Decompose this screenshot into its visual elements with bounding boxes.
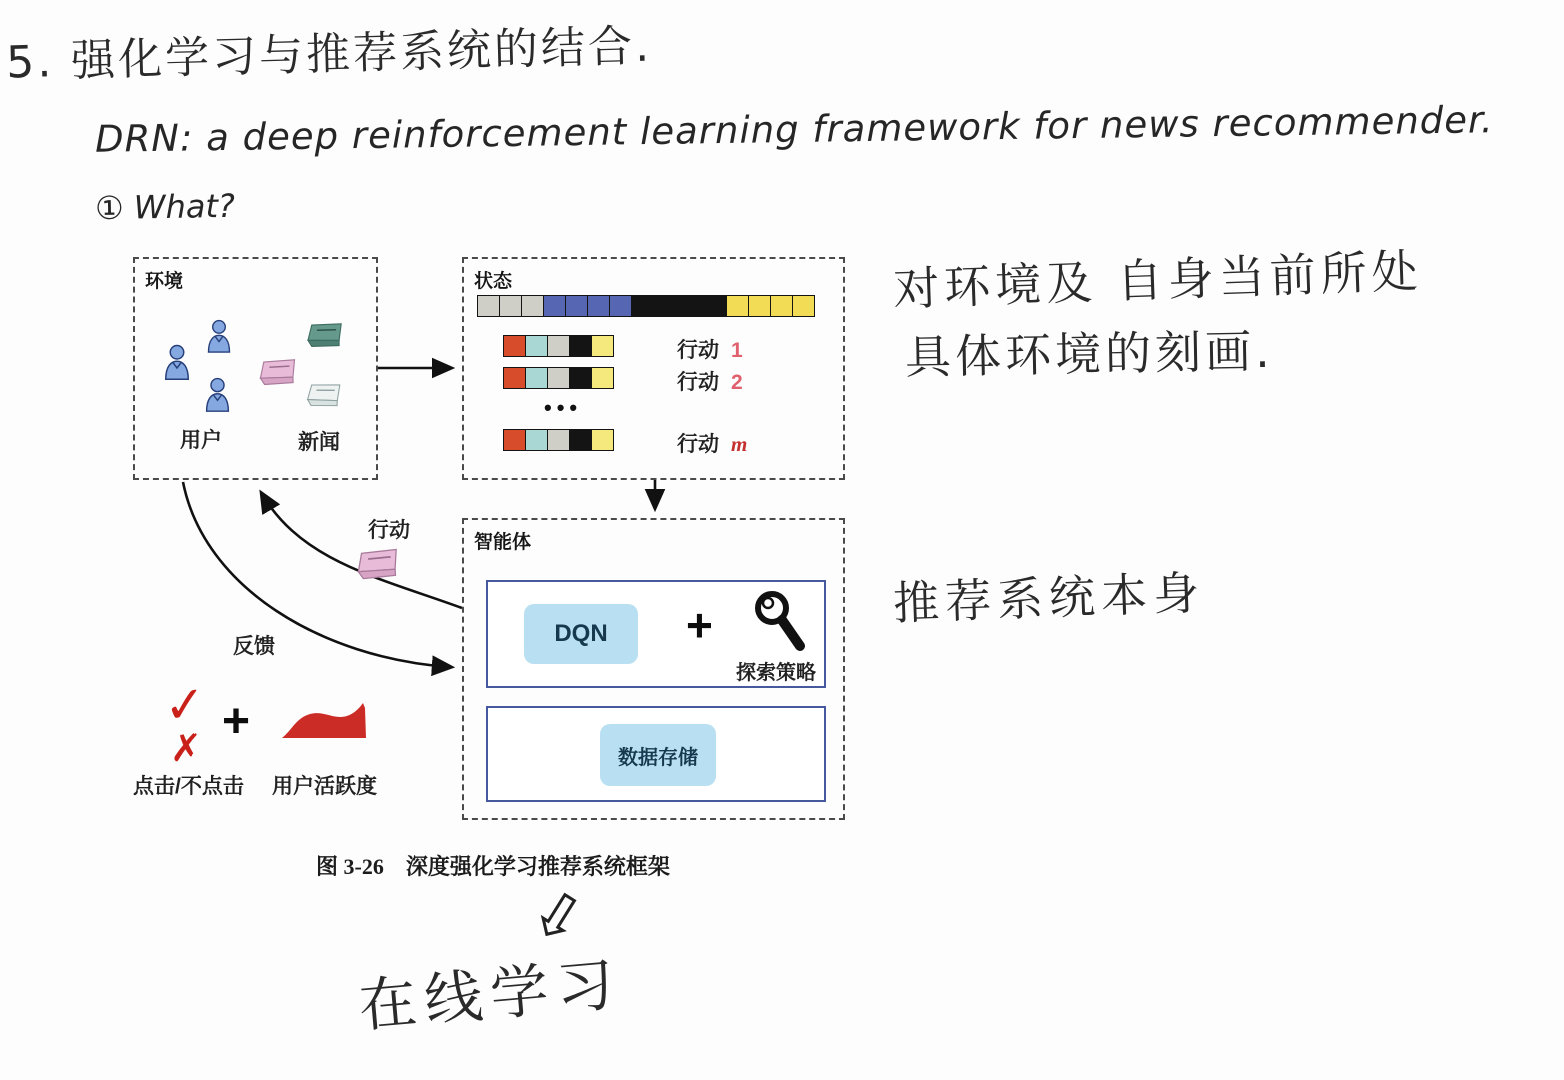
vector-cell-cyan: [525, 429, 548, 451]
cross-icon: ✗: [170, 728, 202, 770]
newspaper-icon-white: [301, 375, 347, 415]
dqn-chip: [524, 604, 638, 664]
vector-cell-blue: [587, 295, 610, 317]
vector-cell-gray: [547, 367, 570, 389]
newspaper-icon-pink: [252, 349, 304, 394]
activity-legend-label: 用户活跃度: [272, 775, 377, 798]
vector-cell-black: [569, 429, 592, 451]
vector-cell-red: [503, 335, 526, 357]
vector-cell-yellow: [770, 295, 793, 317]
environment-box: [133, 257, 378, 480]
action-vector-row: [504, 367, 614, 389]
vector-cell-black-wide: [631, 295, 727, 317]
user-icon: [203, 377, 232, 412]
user-icon: [205, 319, 233, 353]
data-storage-label: 数据存储: [618, 746, 698, 769]
action-index: 1: [731, 339, 743, 362]
action-label-text: 行动: [677, 371, 719, 394]
user-icon: [162, 344, 192, 380]
plus-sign: +: [686, 599, 713, 651]
vector-cell-yellow2: [591, 429, 614, 451]
vector-cell-blue: [565, 295, 588, 317]
vector-cell-gray: [477, 295, 500, 317]
vector-cell-blue: [543, 295, 566, 317]
vector-cell-yellow: [726, 295, 749, 317]
agent-label: 智能体: [474, 532, 532, 553]
ellipsis-dots: •••: [544, 395, 583, 420]
click-legend-label: 点击/不点击: [133, 775, 244, 798]
action-index: 2: [731, 371, 743, 394]
note-online-learning: 在线学习: [355, 949, 625, 1041]
newspaper-icon-teal: [300, 312, 349, 358]
vector-cell-black: [569, 335, 592, 357]
newspaper-icon-action: [348, 537, 408, 591]
state-vector-bar: [478, 295, 815, 317]
note-subtitle: DRN: a deep reinforcement learning framework for news recommender.: [94, 98, 1494, 161]
action-row-label: [677, 334, 743, 364]
action-label-text: 行动: [677, 339, 719, 362]
action-arrow-label: 行动: [368, 519, 410, 542]
vector-cell-gray: [499, 295, 522, 317]
vector-cell-cyan: [525, 367, 548, 389]
feedback-arrow-label: 反馈: [233, 635, 275, 658]
check-icon: ✓: [162, 675, 208, 735]
note-agent-annotation: 推荐系统本身: [892, 565, 1206, 631]
vector-cell-red: [503, 367, 526, 389]
vector-cell-yellow: [748, 295, 771, 317]
note-state-annotation-line2: 具体环境的刻画.: [904, 323, 1275, 385]
explore-strategy-label: 探索策略: [736, 662, 816, 684]
news-label: 新闻: [298, 431, 340, 454]
note-title: 5. 强化学习与推荐系统的结合.: [5, 20, 653, 89]
vector-cell-yellow2: [591, 335, 614, 357]
dqn-label: DQN: [554, 620, 608, 647]
action-row-label: [677, 366, 743, 396]
vector-cell-gray: [547, 429, 570, 451]
vector-cell-cyan: [525, 335, 548, 357]
storage-inner-box: [486, 706, 826, 802]
figure-caption: 图 3-26 深度强化学习推荐系统框架: [316, 854, 670, 879]
state-box: [462, 257, 845, 480]
note-state-annotation-line1: 对环境及 自身当前所处: [892, 243, 1424, 317]
environment-label: 环境: [145, 271, 184, 292]
action-vector-row: [504, 429, 614, 451]
action-label-text: 行动: [677, 433, 719, 456]
activity-curve-icon: [282, 700, 368, 740]
policy-inner-box: [486, 580, 826, 688]
agent-box: [462, 518, 845, 820]
vector-cell-yellow2: [591, 367, 614, 389]
state-label: 状态: [474, 271, 513, 292]
action-row-label: [677, 428, 747, 458]
vector-cell-yellow: [792, 295, 815, 317]
hand-drawn-arrow-icon: ⇩: [516, 871, 600, 962]
vector-cell-blue: [609, 295, 632, 317]
magnifier-icon: [746, 588, 808, 654]
vector-cell-red: [503, 429, 526, 451]
legend-plus-sign: +: [222, 695, 251, 748]
vector-cell-black: [569, 367, 592, 389]
note-question: ① What?: [94, 186, 236, 228]
action-vector-row: [504, 335, 614, 357]
vector-cell-gray: [521, 295, 544, 317]
vector-cell-gray: [547, 335, 570, 357]
action-index: m: [731, 432, 748, 456]
data-storage-chip: [600, 724, 716, 786]
users-label: 用户: [180, 429, 222, 452]
